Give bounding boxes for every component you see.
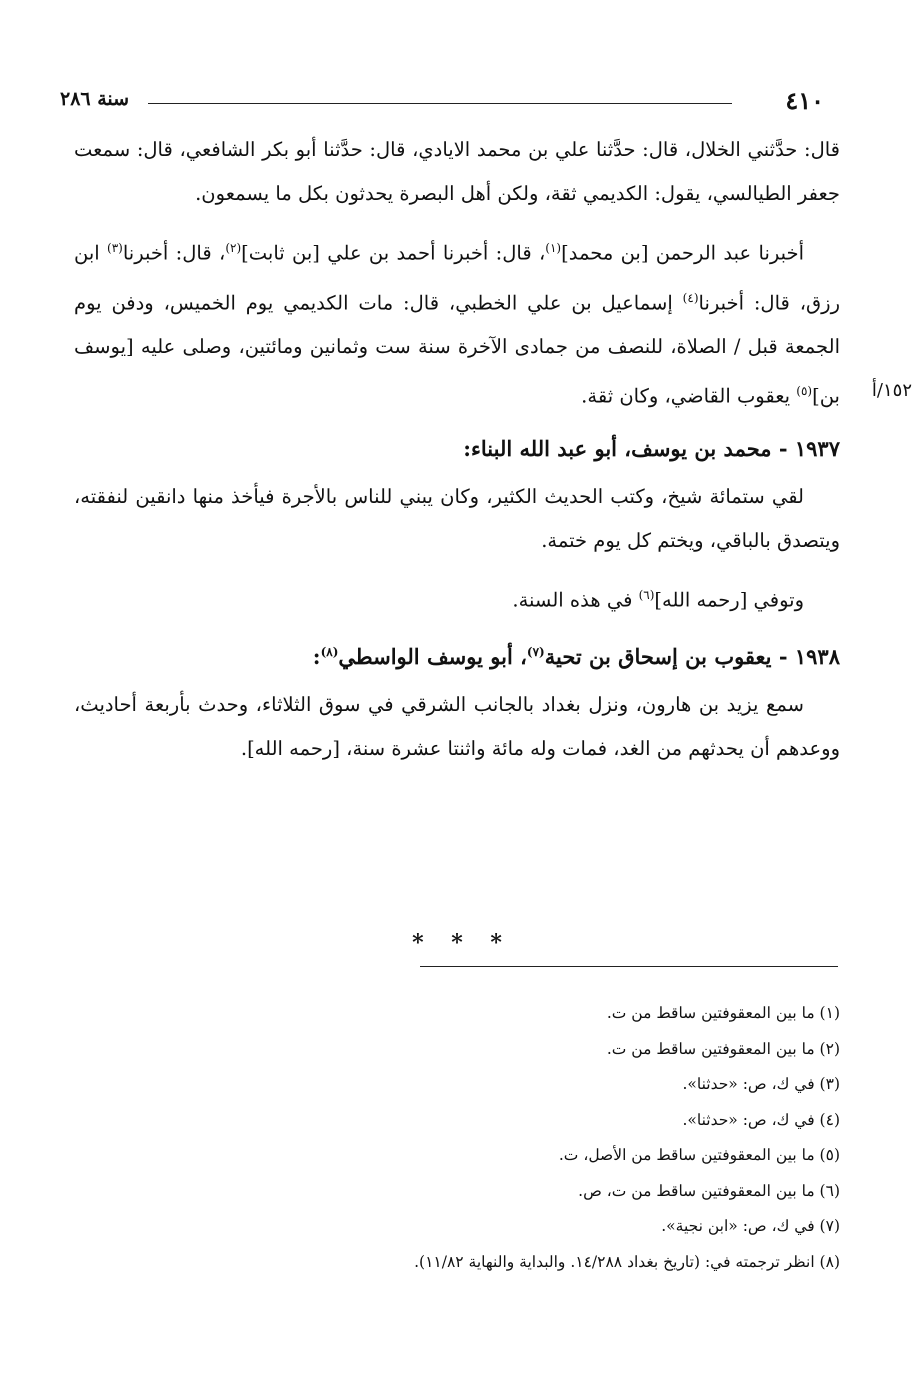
paragraph-3: لقي ستمائة شيخ، وكتب الحديث الكثير، وكان يبني للناس بالأجرة فيأخذ منها دانقين لنفقته، ويتصدق بالباقي، ويختم كل يوم ختمة. xyxy=(74,484,840,552)
main-text xyxy=(74,128,840,771)
paragraph-2 xyxy=(74,226,840,419)
paragraph-4 xyxy=(74,573,840,623)
paragraph-2-text-a: أخبرنا عبد الرحمن [بن محمد] xyxy=(561,241,804,265)
paragraph-2-text-f: يعقوب القاضي، وكان ثقة. xyxy=(581,384,797,408)
footnote-ref-7: (٧) xyxy=(526,645,545,659)
entry-heading-1938 xyxy=(74,628,840,681)
paragraph-5: سمع يزيد بن هارون، ونزل بغداد بالجانب الشرقي في سوق الثلاثاء، وحدث بأربعة أحاديث، ووعدهم أن يحدثهم من الغد، فمات وله مائة واثنتا عشرة سنة، [رحمه الله]. xyxy=(74,693,840,760)
paragraph-4-text-a: وتوفي [رحمه الله] xyxy=(654,588,804,611)
footnote-5: (٥) ما بين المعقوفتين ساقط من الأصل، ت. xyxy=(558,1146,840,1164)
footnote-4: (٤) في ك، ص: «حدثنا». xyxy=(682,1110,840,1129)
entry-heading-1938-text-c: : xyxy=(312,644,321,669)
footnote-ref-1: (١) xyxy=(545,241,562,255)
entry-heading-1938-text-b: ، أبو يوسف الواسطي xyxy=(338,644,527,669)
footnote-2: (٢) ما بين المعقوفتين ساقط من ت. xyxy=(606,1039,840,1058)
footnote-ref-4: (٤) xyxy=(682,290,699,305)
footnote-6: (٦) ما بين المعقوفتين ساقط من ت، ص. xyxy=(578,1181,840,1200)
footnote-ref-8: (٨) xyxy=(320,645,339,659)
running-header-year: سنة ٢٨٦ xyxy=(60,88,130,110)
footnote-7: (٧) في ك، ص: «ابن نجية». xyxy=(661,1217,840,1235)
paragraph-2-text-c: ، قال: أخبرنا xyxy=(122,241,226,265)
header-rule xyxy=(148,103,732,104)
manuscript-folio-note: ١٥٢/أ xyxy=(871,380,912,401)
footnote-ref-5: (٥) xyxy=(796,384,813,398)
footnote-8: (٨) انظر ترجمته في: (تاريخ بغداد ١٤/٢٨٨. والبداية والنهاية ١١/٨٢). xyxy=(414,1252,840,1271)
paragraph-2-text-b: ، قال: أخبرنا أحمد بن علي [بن ثابت] xyxy=(241,241,546,265)
footnote-1: (١) ما بين المعقوفتين ساقط من ت. xyxy=(606,1004,840,1022)
entry-heading-1938-text-a: ١٩٣٨ - يعقوب بن إسحاق بن تحية xyxy=(544,644,840,669)
paragraph-1: قال: حدَّثني الخلال، قال: حدَّثنا علي بن محمد الايادي، قال: حدَّثنا أبو بكر الشافعي، قال: سمعت جعفر الطيالسي، يقول: الكديمي ثقة، ولكن أهل البصرة يحدثون بكل ما يسمعون. xyxy=(74,138,840,205)
section-separator: * * * xyxy=(412,930,512,956)
footnote-3: (٣) في ك، ص: «حدثنا». xyxy=(682,1075,840,1093)
footnote-ref-6: (٦) xyxy=(638,587,655,602)
paragraph-4-text-b: في هذه السنة. xyxy=(512,588,639,611)
paragraph-2-text-d: ابن رزق، قال: أخبرنا xyxy=(74,241,841,314)
footnotes xyxy=(60,996,840,1280)
footnote-ref-3: (٣) xyxy=(107,241,123,255)
entry-heading-1937: ١٩٣٧ - محمد بن يوسف، أبو عبد الله البناء: xyxy=(463,435,840,461)
footnote-rule xyxy=(420,966,838,967)
paragraph-2-text-e: إسماعيل بن علي الخطبي، قال: مات الكديمي يوم الخميس، ودفن يوم الجمعة قبل / الصلاة، للنصف من جمادى الآخرة سنة ست وثمانين ومائتين، وصلى عليه [يوسف بن] xyxy=(74,291,840,408)
page-number: ٤١٠ xyxy=(785,86,824,115)
footnote-ref-2: (٢) xyxy=(225,241,242,255)
